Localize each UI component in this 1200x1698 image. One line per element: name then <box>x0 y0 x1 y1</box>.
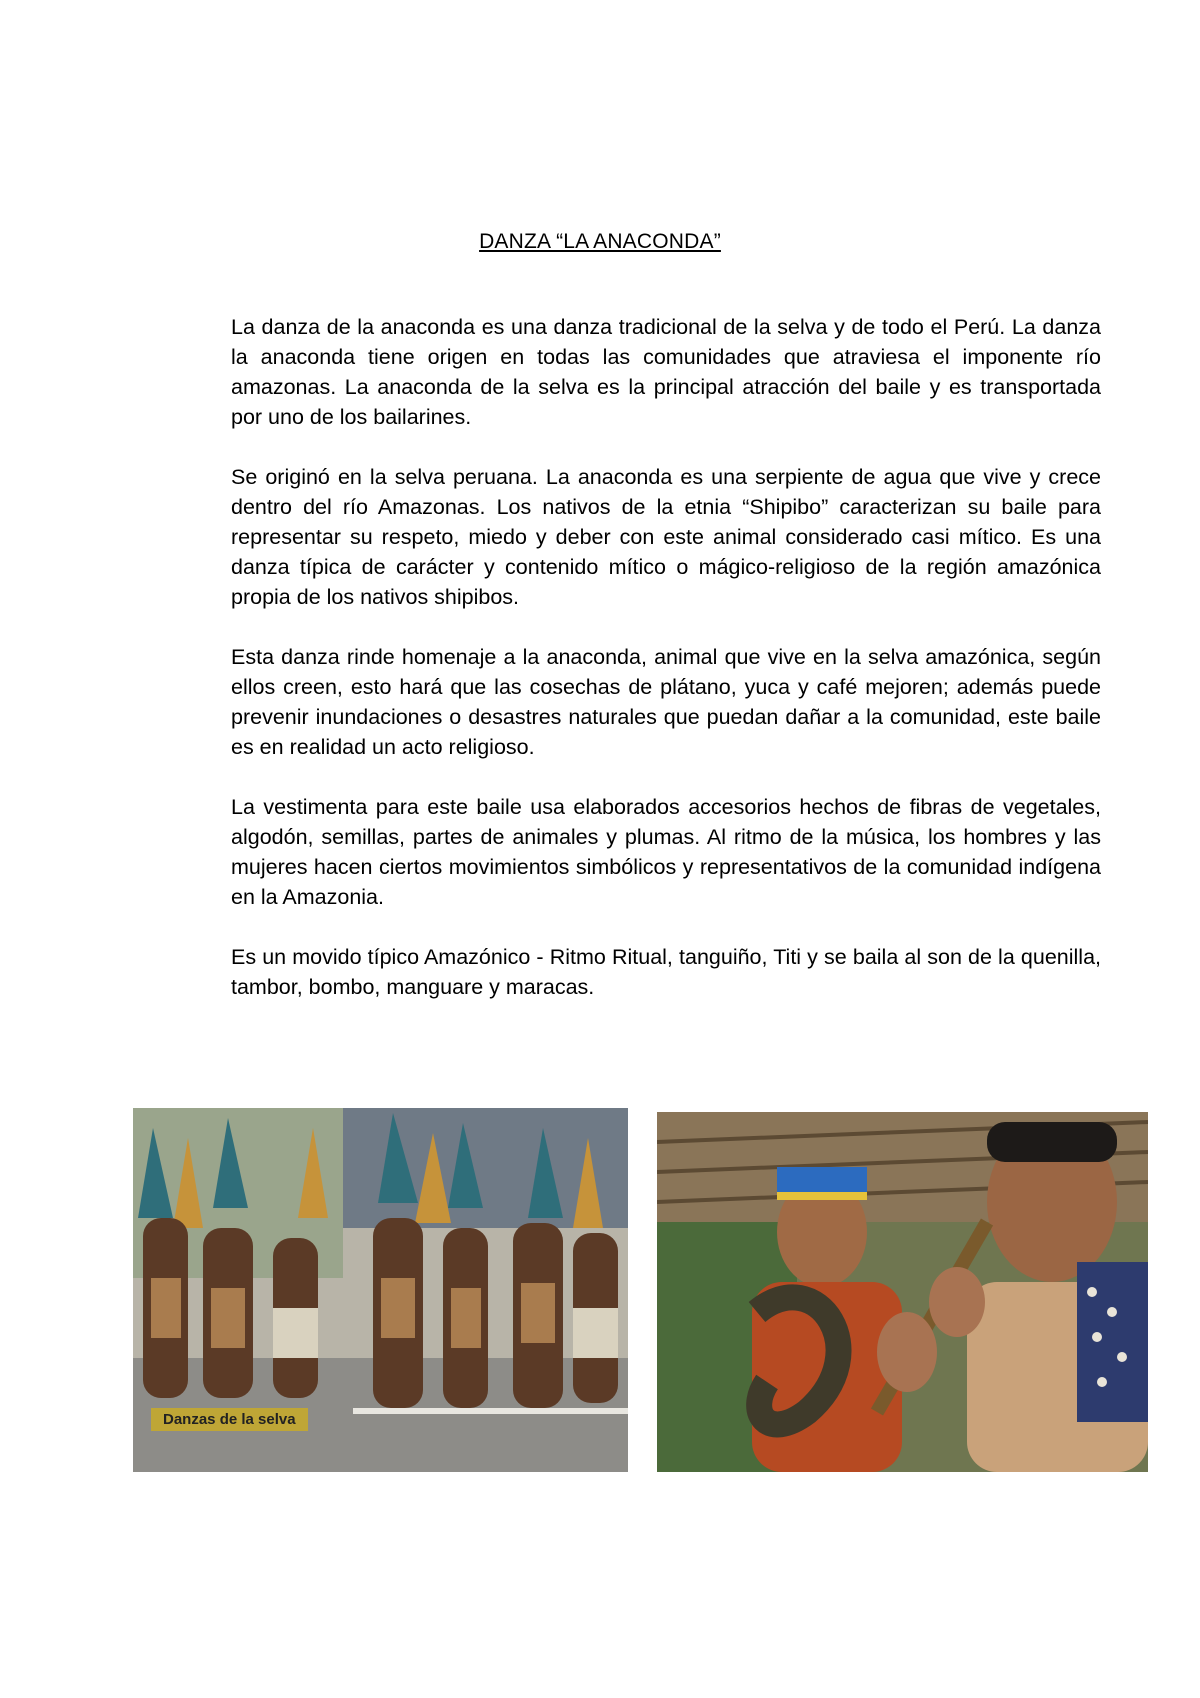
photo-caption: Danzas de la selva <box>151 1408 308 1431</box>
paragraph-5: Es un movido típico Amazónico - Ritmo Ritual, tanguiño, Titi y se baila al son de la quenilla, tambor, bombo, manguare y maracas. <box>231 945 1101 999</box>
paragraph-1: La danza de la anaconda es una danza tradicional de la selva y de todo el Perú. La danza la anaconda tiene origen en todas las comunidades que atraviesa el imponente río amazonas. La anaconda de la selva es la principal atracción del baile y es transportada por uno de los bailarines. <box>231 315 1101 429</box>
paragraph-3: Esta danza rinde homenaje a la anaconda, animal que vive en la selva amazónica, según ellos creen, esto hará que las cosechas de plátano, yuca y café mejoren; además puede prevenir inundaciones o desastres naturales que puedan dañar a la comunidad, este baile es en realidad un acto religioso. <box>231 645 1101 759</box>
paragraph-2: Se originó en la selva peruana. La anaconda es una serpiente de agua que vive y crece dentro del río Amazonas. Los nativos de la etnia “Shipibo” caracterizan su baile para representar su respeto, miedo y deber con este animal considerado casi mítico. Es una danza típica de carácter y contenido mítico o mágico-religioso de la región amazónica propia de los nativos shipibos. <box>231 465 1101 609</box>
document-title: DANZA “LA ANACONDA” <box>479 230 721 253</box>
dancers-parade-photo <box>133 1108 628 1472</box>
anaconda-flute-photo <box>657 1112 1148 1472</box>
paragraph-4: La vestimenta para este baile usa elaborados accesorios hechos de fibras de vegetales, algodón, semillas, partes de animales y plumas. Al ritmo de la música, los hombres y las mujeres hacen ciertos movimientos simbólicos y representativos de la comunidad indígena en la Amazonia. <box>231 795 1101 909</box>
document-body <box>231 312 1101 1032</box>
